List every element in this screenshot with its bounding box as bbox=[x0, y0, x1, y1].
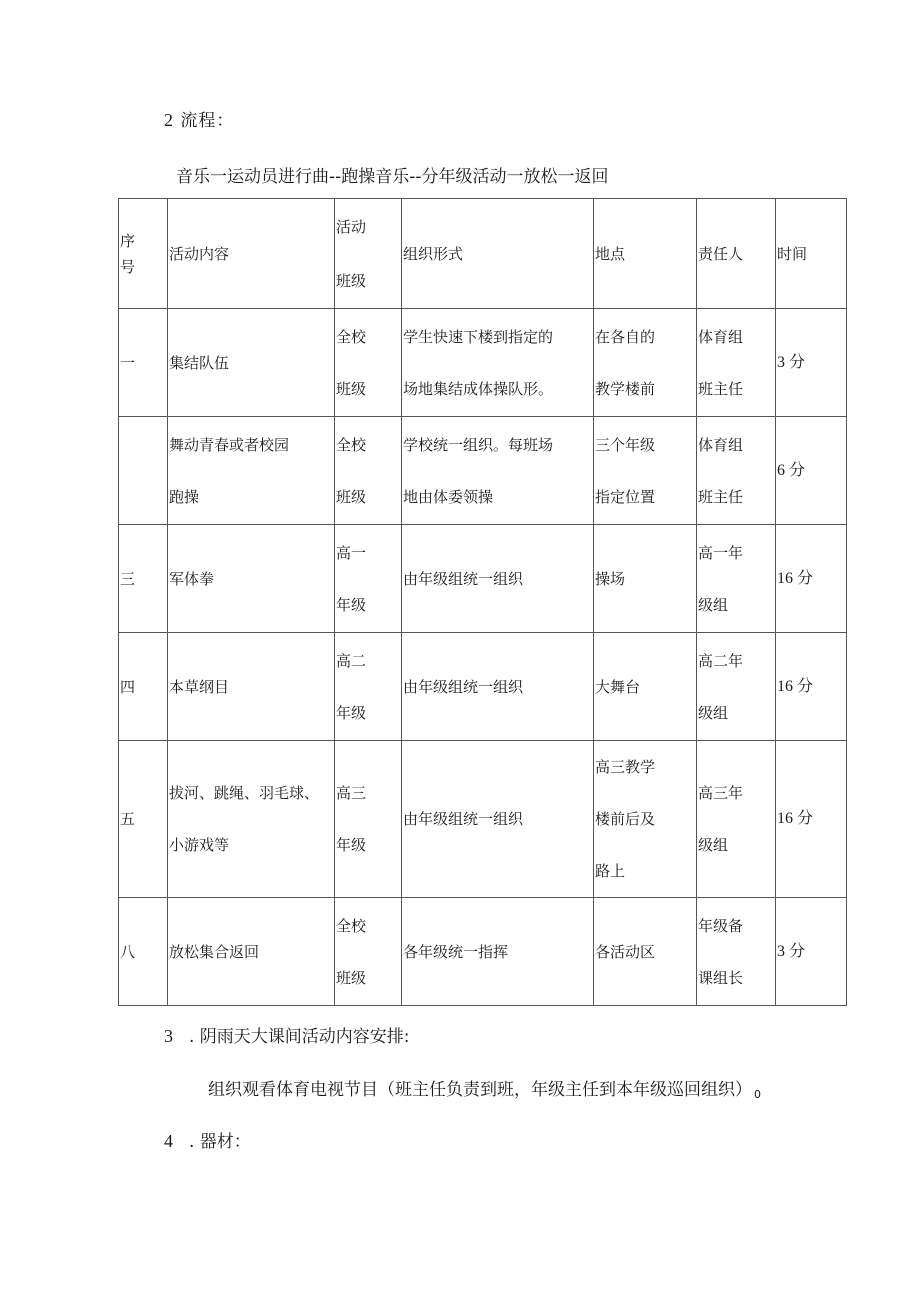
cell-place: 在各自的 教学楼前 bbox=[594, 309, 697, 417]
cell-content: 放松集合返回 bbox=[168, 898, 335, 1006]
flow-description: 音乐一运动员进行曲--跑操音乐--分年级活动一放松一返回 bbox=[176, 167, 609, 187]
table-header-row bbox=[119, 199, 847, 309]
section-4-title: . 器材： bbox=[189, 1132, 251, 1152]
cell-no: 一 bbox=[119, 309, 168, 417]
table-row bbox=[119, 633, 847, 741]
header-form: 组织形式 bbox=[402, 199, 594, 309]
cell-content: 军体拳 bbox=[168, 525, 335, 633]
cell-place: 三个年级 指定位置 bbox=[594, 417, 697, 525]
cell-no bbox=[119, 417, 168, 525]
cell-no: 八 bbox=[119, 898, 168, 1006]
cell-content: 本草纲目 bbox=[168, 633, 335, 741]
section-3-body-text: 组织观看体育电视节目（班主任负责到班，年级主任到本年级巡回组织） bbox=[208, 1080, 752, 1100]
section-4-heading bbox=[164, 1127, 251, 1152]
cell-class: 高一 年级 bbox=[335, 525, 402, 633]
cell-person: 高二年 级组 bbox=[697, 633, 776, 741]
cell-content: 舞动青春或者校园 跑操 bbox=[168, 417, 335, 525]
cell-person: 体育组 班主任 bbox=[697, 309, 776, 417]
section-2-number: 2 bbox=[164, 110, 174, 130]
cell-form: 各年级统一指挥 bbox=[402, 898, 594, 1006]
cell-content: 集结队伍 bbox=[168, 309, 335, 417]
activity-schedule-table bbox=[118, 198, 847, 1006]
cell-place: 高三教学 楼前后及 路上 bbox=[594, 741, 697, 898]
cell-class: 高三 年级 bbox=[335, 741, 402, 898]
header-time: 时间 bbox=[776, 199, 847, 309]
cell-person: 高一年 级组 bbox=[697, 525, 776, 633]
cell-place: 大舞台 bbox=[594, 633, 697, 741]
table-row bbox=[119, 525, 847, 633]
cell-form: 由年级组统一组织 bbox=[402, 741, 594, 898]
cell-time: 16 分 bbox=[776, 741, 847, 898]
section-3-title: . 阴雨天大课间活动内容安排: bbox=[189, 1027, 410, 1047]
cell-time: 16 分 bbox=[776, 525, 847, 633]
section-3-body-tail: 0 bbox=[754, 1088, 761, 1101]
cell-class: 全校 班级 bbox=[335, 309, 402, 417]
table-row bbox=[119, 898, 847, 1006]
cell-form: 由年级组统一组织 bbox=[402, 525, 594, 633]
cell-time: 16 分 bbox=[776, 633, 847, 741]
table-row bbox=[119, 741, 847, 898]
header-place: 地点 bbox=[594, 199, 697, 309]
cell-no: 五 bbox=[119, 741, 168, 898]
cell-place: 各活动区 bbox=[594, 898, 697, 1006]
section-3-heading bbox=[164, 1022, 410, 1047]
cell-person: 高三年 级组 bbox=[697, 741, 776, 898]
table-row bbox=[119, 309, 847, 417]
cell-place: 操场 bbox=[594, 525, 697, 633]
section-3-number: 3 bbox=[164, 1026, 173, 1046]
header-no: 序 号 bbox=[119, 199, 168, 309]
cell-time: 6 分 bbox=[776, 417, 847, 525]
cell-form: 学校统一组织。每班场 地由体委领操 bbox=[402, 417, 594, 525]
cell-class: 全校 班级 bbox=[335, 417, 402, 525]
header-content: 活动内容 bbox=[168, 199, 335, 309]
header-class: 活动 班级 bbox=[335, 199, 402, 309]
section-2-title: 流程： bbox=[180, 111, 235, 131]
cell-time: 3 分 bbox=[776, 898, 847, 1006]
header-person: 责任人 bbox=[697, 199, 776, 309]
cell-person: 体育组 班主任 bbox=[697, 417, 776, 525]
cell-no: 四 bbox=[119, 633, 168, 741]
cell-form: 学生快速下楼到指定的 场地集结成体操队形。 bbox=[402, 309, 594, 417]
cell-no: 三 bbox=[119, 525, 168, 633]
cell-content: 拔河、跳绳、羽毛球、 小游戏等 bbox=[168, 741, 335, 898]
section-2-heading bbox=[164, 106, 234, 131]
cell-class: 高二 年级 bbox=[335, 633, 402, 741]
table-row bbox=[119, 417, 847, 525]
cell-time: 3 分 bbox=[776, 309, 847, 417]
cell-form: 由年级组统一组织 bbox=[402, 633, 594, 741]
cell-person: 年级备 课组长 bbox=[697, 898, 776, 1006]
cell-class: 全校 班级 bbox=[335, 898, 402, 1006]
section-3-body bbox=[208, 1075, 761, 1101]
section-4-number: 4 bbox=[164, 1131, 173, 1151]
